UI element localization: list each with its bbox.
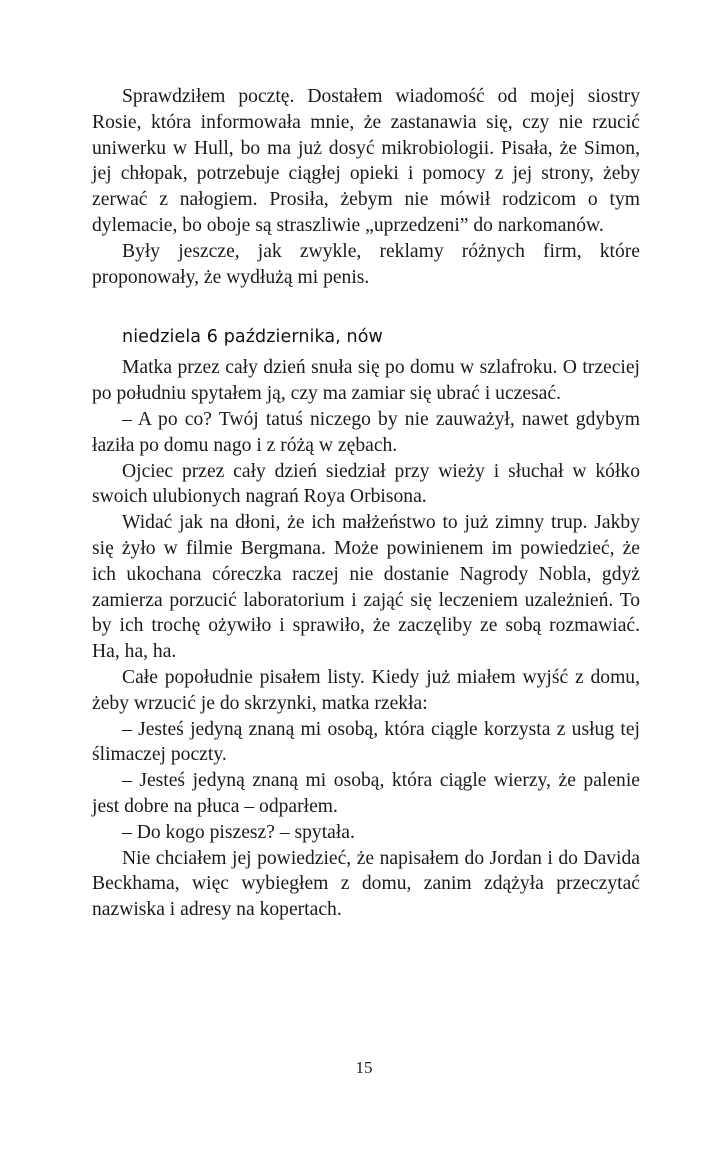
paragraph: – Do kogo piszesz? – spytała. [122,821,355,843]
paragraph: Widać jak na dłoni, że ich małżeństwo to już zimny trup. Jakby się żyło w filmie Bergmana. Może powinienem im powiedzieć, że ich ukochana córeczka raczej nie dostanie Nagrody Nobla, gdyż zamierza porzucić laboratorium i zająć się leczeniem uzależnień. To by ich trochę ożywiło i sprawiło, że zaczęliby ze sobą rozmawiać. Ha, ha, ha. [92,512,640,663]
text-column [92,84,640,923]
paragraph: Ojciec przez cały dzień siedział przy wieży i słuchał w kółko swoich ulubionych nagrań Roya Orbisona. [92,460,640,508]
paragraph: Matka przez cały dzień snuła się po domu w szlafroku. O trzeciej po południu spytałem ją, czy ma zamiar się ubrać i uczesać. [92,357,640,405]
paragraph: – A po co? Twój tatuś niczego by nie zauważył, nawet gdybym łaziła po domu nago i z różą w zębach. [92,408,640,456]
section-spacer [92,290,640,324]
paragraph: – Jesteś jedyną znaną mi osobą, która ciągle wierzy, że palenie jest dobre na płuca – odparłem. [92,770,640,817]
paragraph: Nie chciałem jej powiedzieć, że napisałem do Jordan i do Davida Beckhama, więc wybiegłem z domu, zanim zdążyła przeczytać nazwiska i adresy na kopertach. [92,847,640,921]
paragraph: Były jeszcze, jak zwykle, reklamy różnych firm, które proponowały, że wydłużą mi penis. [92,240,640,288]
paragraph: – Jesteś jedyną znaną mi osobą, która ciągle korzysta z usług tej ślimaczej poczty. [92,718,640,766]
paragraph: Sprawdziłem pocztę. Dostałem wiadomość od mojej siostry Rosie, która informowała mnie, że zastanawia się, czy nie rzucić uniwerku w Hull, bo ma już dosyć mikrobiologii. Pisała, że Simon, jej chłopak, potrzebuje ciągłej opieki i pomocy z jej strony, żeby zerwać z nałogiem. Prosiła, żebym nie mówił rodzicom o tym dylemacie, bo oboje są straszliwie „uprzedzeni” do narkomanów. [92,86,640,236]
paragraph: Całe popołudnie pisałem listy. Kiedy już miałem wyjść z domu, żeby wrzucić je do skrzynki, matka rzekła: [92,666,640,714]
page-number: 15 [355,1058,373,1077]
date-heading: niedziela 6 października, nów [122,327,383,348]
